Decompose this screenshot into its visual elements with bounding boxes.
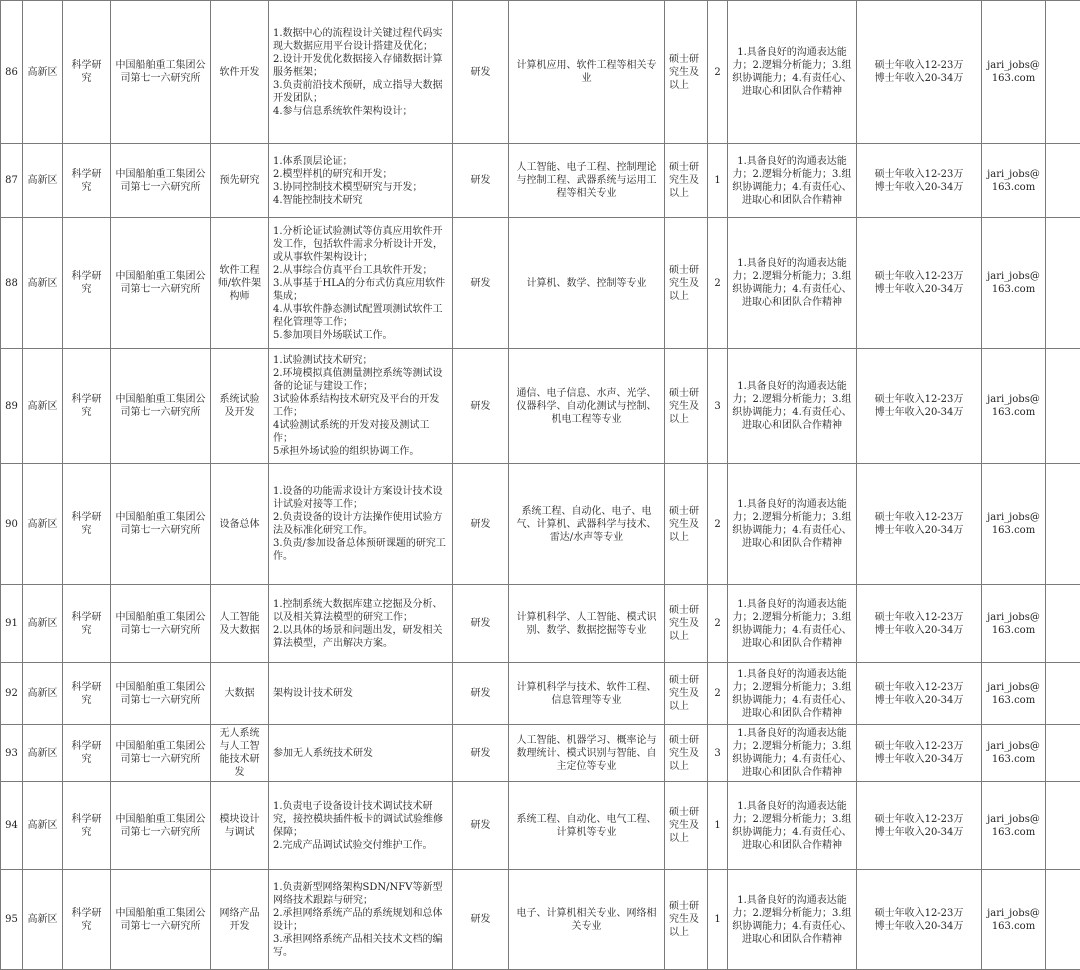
row-number-cell: 89 xyxy=(1,349,23,464)
industry-cell: 科学研究 xyxy=(63,782,111,870)
requirement-cell: 1.具备良好的沟通表达能力；2.逻辑分析能力；3.组织协调能力；4.有责任心、进取心和团队合作精神 xyxy=(728,464,857,585)
industry-cell: 科学研究 xyxy=(63,725,111,782)
duty-line: 3.承担网络系统产品相关技术文档的编写。 xyxy=(273,933,448,959)
table-row xyxy=(1,870,1080,970)
count-cell: 1 xyxy=(708,144,728,218)
count-cell: 1 xyxy=(708,870,728,970)
duties-cell xyxy=(269,218,453,349)
duty-line: 架构设计技术研发 xyxy=(273,687,448,700)
salary-line: 硕士年收入12-23万 xyxy=(861,393,977,406)
industry-cell: 科学研究 xyxy=(63,585,111,663)
duty-line: 3.负责前沿技术预研，成立指导大数据开发团队； xyxy=(273,79,448,105)
position-cell: 人工智能及大数据 xyxy=(211,585,269,663)
major-cell: 计算机科学、人工智能、模式识别、数学、数据挖掘等专业 xyxy=(509,585,665,663)
duty-line: 参加无人系统技术研发 xyxy=(273,747,448,760)
position-cell: 系统试验及开发 xyxy=(211,349,269,464)
email-cell: jari_jobs@163.com xyxy=(982,663,1046,725)
salary-line: 硕士年收入12-23万 xyxy=(861,681,977,694)
duty-line: 2.设计开发优化数据接入存储数据计算服务框架； xyxy=(273,53,448,79)
industry-cell: 科学研究 xyxy=(63,464,111,585)
category-cell: 研发 xyxy=(453,144,509,218)
table-row xyxy=(1,782,1080,870)
empty-cell xyxy=(1046,144,1080,218)
category-cell: 研发 xyxy=(453,870,509,970)
duties-cell xyxy=(269,782,453,870)
category-cell: 研发 xyxy=(453,782,509,870)
email-cell: jari_jobs@163.com xyxy=(982,349,1046,464)
district-cell: 高新区 xyxy=(23,1,63,144)
company-cell: 中国船舶重工集团公司第七一六研究所 xyxy=(111,663,211,725)
email-cell: jari_jobs@163.com xyxy=(982,144,1046,218)
duty-line: 3.从事基于HLA的分布式仿真应用软件集成； xyxy=(273,277,448,303)
email-cell: jari_jobs@163.com xyxy=(982,218,1046,349)
row-number-cell: 90 xyxy=(1,464,23,585)
district-cell: 高新区 xyxy=(23,782,63,870)
company-cell: 中国船舶重工集团公司第七一六研究所 xyxy=(111,144,211,218)
position-cell: 设备总体 xyxy=(211,464,269,585)
salary-cell xyxy=(857,725,982,782)
table-row xyxy=(1,349,1080,464)
category-cell: 研发 xyxy=(453,464,509,585)
duty-line: 3试验体系结构技术研究及平台的开发工作； xyxy=(273,393,448,419)
salary-line: 硕士年收入12-23万 xyxy=(861,740,977,753)
table-row xyxy=(1,725,1080,782)
position-cell: 大数据 xyxy=(211,663,269,725)
row-number-cell: 93 xyxy=(1,725,23,782)
duty-line: 5.参加项目外场联试工作。 xyxy=(273,329,448,342)
company-cell: 中国船舶重工集团公司第七一六研究所 xyxy=(111,349,211,464)
duties-cell xyxy=(269,663,453,725)
degree-cell: 硕士研究生及以上 xyxy=(665,870,708,970)
duties-cell xyxy=(269,1,453,144)
salary-line: 博士年收入20-34万 xyxy=(861,826,977,839)
category-cell: 研发 xyxy=(453,1,509,144)
table-row xyxy=(1,1,1080,144)
salary-cell xyxy=(857,464,982,585)
salary-line: 博士年收入20-34万 xyxy=(861,72,977,85)
company-cell: 中国船舶重工集团公司第七一六研究所 xyxy=(111,1,211,144)
company-cell: 中国船舶重工集团公司第七一六研究所 xyxy=(111,585,211,663)
row-number-cell: 92 xyxy=(1,663,23,725)
district-cell: 高新区 xyxy=(23,585,63,663)
duty-line: 4.参与信息系统软件架构设计； xyxy=(273,105,448,118)
duties-cell xyxy=(269,349,453,464)
degree-cell: 硕士研究生及以上 xyxy=(665,1,708,144)
empty-cell xyxy=(1046,1,1080,144)
salary-line: 硕士年收入12-23万 xyxy=(861,611,977,624)
empty-cell xyxy=(1046,725,1080,782)
salary-cell xyxy=(857,349,982,464)
district-cell: 高新区 xyxy=(23,870,63,970)
requirement-cell: 1.具备良好的沟通表达能力；2.逻辑分析能力；3.组织协调能力；4.有责任心、进取心和团队合作精神 xyxy=(728,585,857,663)
company-cell: 中国船舶重工集团公司第七一六研究所 xyxy=(111,464,211,585)
degree-cell: 硕士研究生及以上 xyxy=(665,663,708,725)
duties-cell xyxy=(269,585,453,663)
duty-line: 2.承担网络系统产品的系统规划和总体设计； xyxy=(273,907,448,933)
email-cell: jari_jobs@163.com xyxy=(982,1,1046,144)
position-cell: 软件开发 xyxy=(211,1,269,144)
major-cell: 计算机应用、软件工程等相关专业 xyxy=(509,1,665,144)
degree-cell: 硕士研究生及以上 xyxy=(665,349,708,464)
duties-cell xyxy=(269,464,453,585)
count-cell: 2 xyxy=(708,585,728,663)
major-cell: 系统工程、自动化、电气工程、计算机等专业 xyxy=(509,782,665,870)
major-cell: 计算机、数学、控制等专业 xyxy=(509,218,665,349)
salary-line: 博士年收入20-34万 xyxy=(861,283,977,296)
duty-line: 4试验测试系统的开发对接及测试工作； xyxy=(273,419,448,445)
salary-line: 硕士年收入12-23万 xyxy=(861,270,977,283)
count-cell: 2 xyxy=(708,1,728,144)
row-number-cell: 88 xyxy=(1,218,23,349)
category-cell: 研发 xyxy=(453,663,509,725)
duty-line: 2.以具体的场景和问题出发，研发相关算法模型，产出解决方案。 xyxy=(273,624,448,650)
salary-line: 硕士年收入12-23万 xyxy=(861,511,977,524)
major-cell: 通信、电子信息、水声、光学、仪器科学、自动化测试与控制、机电工程等专业 xyxy=(509,349,665,464)
duty-line: 1.试验测试技术研究； xyxy=(273,354,448,367)
salary-cell xyxy=(857,218,982,349)
duty-line: 1.分析论证试验测试等仿真应用软件开发工作，包括软件需求分析设计开发，或从事软件架构设计； xyxy=(273,225,448,264)
row-number-cell: 87 xyxy=(1,144,23,218)
salary-line: 硕士年收入12-23万 xyxy=(861,168,977,181)
salary-cell xyxy=(857,585,982,663)
empty-cell xyxy=(1046,349,1080,464)
row-number-cell: 94 xyxy=(1,782,23,870)
salary-cell xyxy=(857,144,982,218)
table-body xyxy=(1,1,1080,970)
count-cell: 3 xyxy=(708,725,728,782)
empty-cell xyxy=(1046,464,1080,585)
duty-line: 5承担外场试验的组织协调工作。 xyxy=(273,445,448,458)
salary-line: 博士年收入20-34万 xyxy=(861,181,977,194)
duty-line: 1.设备的功能需求设计方案设计技术设计试验对接等工作； xyxy=(273,485,448,511)
duty-line: 2.环境模拟真值测量测控系统等测试设备的论证与建设工作； xyxy=(273,367,448,393)
requirement-cell: 1.具备良好的沟通表达能力；2.逻辑分析能力；3.组织协调能力；4.有责任心、进取心和团队合作精神 xyxy=(728,725,857,782)
industry-cell: 科学研究 xyxy=(63,144,111,218)
email-cell: jari_jobs@163.com xyxy=(982,782,1046,870)
salary-line: 博士年收入20-34万 xyxy=(861,920,977,933)
row-number-cell: 91 xyxy=(1,585,23,663)
table-row xyxy=(1,464,1080,585)
major-cell: 电子、计算机相关专业、网络相关专业 xyxy=(509,870,665,970)
salary-line: 博士年收入20-34万 xyxy=(861,624,977,637)
duty-line: 1.数据中心的流程设计关键过程代码实现大数据应用平台设计搭建及优化； xyxy=(273,27,448,53)
requirement-cell: 1.具备良好的沟通表达能力；2.逻辑分析能力；3.组织协调能力；4.有责任心、进取心和团队合作精神 xyxy=(728,870,857,970)
company-cell: 中国船舶重工集团公司第七一六研究所 xyxy=(111,870,211,970)
salary-cell xyxy=(857,782,982,870)
count-cell: 2 xyxy=(708,663,728,725)
position-cell: 无人系统与人工智能技术研发 xyxy=(211,725,269,782)
empty-cell xyxy=(1046,782,1080,870)
industry-cell: 科学研究 xyxy=(63,870,111,970)
salary-line: 博士年收入20-34万 xyxy=(861,694,977,707)
table-row xyxy=(1,585,1080,663)
email-cell: jari_jobs@163.com xyxy=(982,870,1046,970)
row-number-cell: 86 xyxy=(1,1,23,144)
salary-line: 硕士年收入12-23万 xyxy=(861,907,977,920)
empty-cell xyxy=(1046,218,1080,349)
duty-line: 1.体系顶层论证； xyxy=(273,155,448,168)
count-cell: 2 xyxy=(708,218,728,349)
industry-cell: 科学研究 xyxy=(63,349,111,464)
requirement-cell: 1.具备良好的沟通表达能力；2.逻辑分析能力；3.组织协调能力；4.有责任心、进取心和团队合作精神 xyxy=(728,663,857,725)
duty-line: 3.负责/参加设备总体预研课题的研究工作。 xyxy=(273,537,448,563)
count-cell: 3 xyxy=(708,349,728,464)
category-cell: 研发 xyxy=(453,585,509,663)
position-cell: 软件工程师/软件架构师 xyxy=(211,218,269,349)
count-cell: 1 xyxy=(708,782,728,870)
industry-cell: 科学研究 xyxy=(63,218,111,349)
degree-cell: 硕士研究生及以上 xyxy=(665,218,708,349)
count-cell: 2 xyxy=(708,464,728,585)
salary-cell xyxy=(857,870,982,970)
district-cell: 高新区 xyxy=(23,218,63,349)
duty-line: 4.从事软件静态测试配置项测试软件工程化管理等工作； xyxy=(273,303,448,329)
district-cell: 高新区 xyxy=(23,663,63,725)
salary-line: 博士年收入20-34万 xyxy=(861,406,977,419)
degree-cell: 硕士研究生及以上 xyxy=(665,725,708,782)
company-cell: 中国船舶重工集团公司第七一六研究所 xyxy=(111,218,211,349)
email-cell: jari_jobs@163.com xyxy=(982,725,1046,782)
requirement-cell: 1.具备良好的沟通表达能力；2.逻辑分析能力；3.组织协调能力；4.有责任心、进取心和团队合作精神 xyxy=(728,782,857,870)
email-cell: jari_jobs@163.com xyxy=(982,585,1046,663)
duties-cell xyxy=(269,725,453,782)
requirement-cell: 1.具备良好的沟通表达能力；2.逻辑分析能力；3.组织协调能力；4.有责任心、进取心和团队合作精神 xyxy=(728,1,857,144)
district-cell: 高新区 xyxy=(23,464,63,585)
table-row xyxy=(1,663,1080,725)
salary-line: 博士年收入20-34万 xyxy=(861,753,977,766)
table-row xyxy=(1,218,1080,349)
major-cell: 人工智能、机器学习、概率论与数理统计、模式识别与智能、自主定位等专业 xyxy=(509,725,665,782)
category-cell: 研发 xyxy=(453,349,509,464)
salary-line: 硕士年收入12-23万 xyxy=(861,813,977,826)
industry-cell: 科学研究 xyxy=(63,663,111,725)
degree-cell: 硕士研究生及以上 xyxy=(665,782,708,870)
email-cell: jari_jobs@163.com xyxy=(982,464,1046,585)
category-cell: 研发 xyxy=(453,725,509,782)
duties-cell xyxy=(269,870,453,970)
degree-cell: 硕士研究生及以上 xyxy=(665,144,708,218)
district-cell: 高新区 xyxy=(23,349,63,464)
salary-cell xyxy=(857,663,982,725)
requirement-cell: 1.具备良好的沟通表达能力；2.逻辑分析能力；3.组织协调能力；4.有责任心、进取心和团队合作精神 xyxy=(728,144,857,218)
duty-line: 2.模型样机的研究和开发； xyxy=(273,168,448,181)
company-cell: 中国船舶重工集团公司第七一六研究所 xyxy=(111,725,211,782)
industry-cell: 科学研究 xyxy=(63,1,111,144)
position-cell: 预先研究 xyxy=(211,144,269,218)
major-cell: 人工智能、电子工程、控制理论与控制工程、武器系统与运用工程等相关专业 xyxy=(509,144,665,218)
district-cell: 高新区 xyxy=(23,144,63,218)
salary-cell xyxy=(857,1,982,144)
duty-line: 1.负责新型网络架构SDN/NFV等新型网络技术跟踪与研究； xyxy=(273,881,448,907)
duty-line: 2.从事综合仿真平台工具软件开发； xyxy=(273,264,448,277)
duty-line: 1.负责电子设备设计技术调试技术研究，接控模块插件板卡的调试试验维修保障； xyxy=(273,800,448,839)
empty-cell xyxy=(1046,870,1080,970)
major-cell: 系统工程、自动化、电子、电气、计算机、武器科学与技术、雷达/水声等专业 xyxy=(509,464,665,585)
category-cell: 研发 xyxy=(453,218,509,349)
requirement-cell: 1.具备良好的沟通表达能力；2.逻辑分析能力；3.组织协调能力；4.有责任心、进取心和团队合作精神 xyxy=(728,218,857,349)
table-row xyxy=(1,144,1080,218)
empty-cell xyxy=(1046,663,1080,725)
duty-line: 4.智能控制技术研究 xyxy=(273,194,448,207)
empty-cell xyxy=(1046,585,1080,663)
duty-line: 1.控制系统大数据库建立挖掘及分析、以及相关算法模型的研究工作； xyxy=(273,598,448,624)
salary-line: 博士年收入20-34万 xyxy=(861,524,977,537)
company-cell: 中国船舶重工集团公司第七一六研究所 xyxy=(111,782,211,870)
duty-line: 3.协同控制技术模型研究与开发； xyxy=(273,181,448,194)
requirement-cell: 1.具备良好的沟通表达能力；2.逻辑分析能力；3.组织协调能力；4.有责任心、进取心和团队合作精神 xyxy=(728,349,857,464)
district-cell: 高新区 xyxy=(23,725,63,782)
major-cell: 计算机科学与技术、软件工程、信息管理等专业 xyxy=(509,663,665,725)
salary-line: 硕士年收入12-23万 xyxy=(861,59,977,72)
duty-line: 2.负责设备的设计方法操作使用试验方法及标准化研究工作。 xyxy=(273,511,448,537)
position-cell: 模块设计与调试 xyxy=(211,782,269,870)
duty-line: 2.完成产品调试试验交付维护工作。 xyxy=(273,839,448,852)
degree-cell: 硕士研究生及以上 xyxy=(665,464,708,585)
duties-cell xyxy=(269,144,453,218)
degree-cell: 硕士研究生及以上 xyxy=(665,585,708,663)
row-number-cell: 95 xyxy=(1,870,23,970)
position-cell: 网络产品开发 xyxy=(211,870,269,970)
